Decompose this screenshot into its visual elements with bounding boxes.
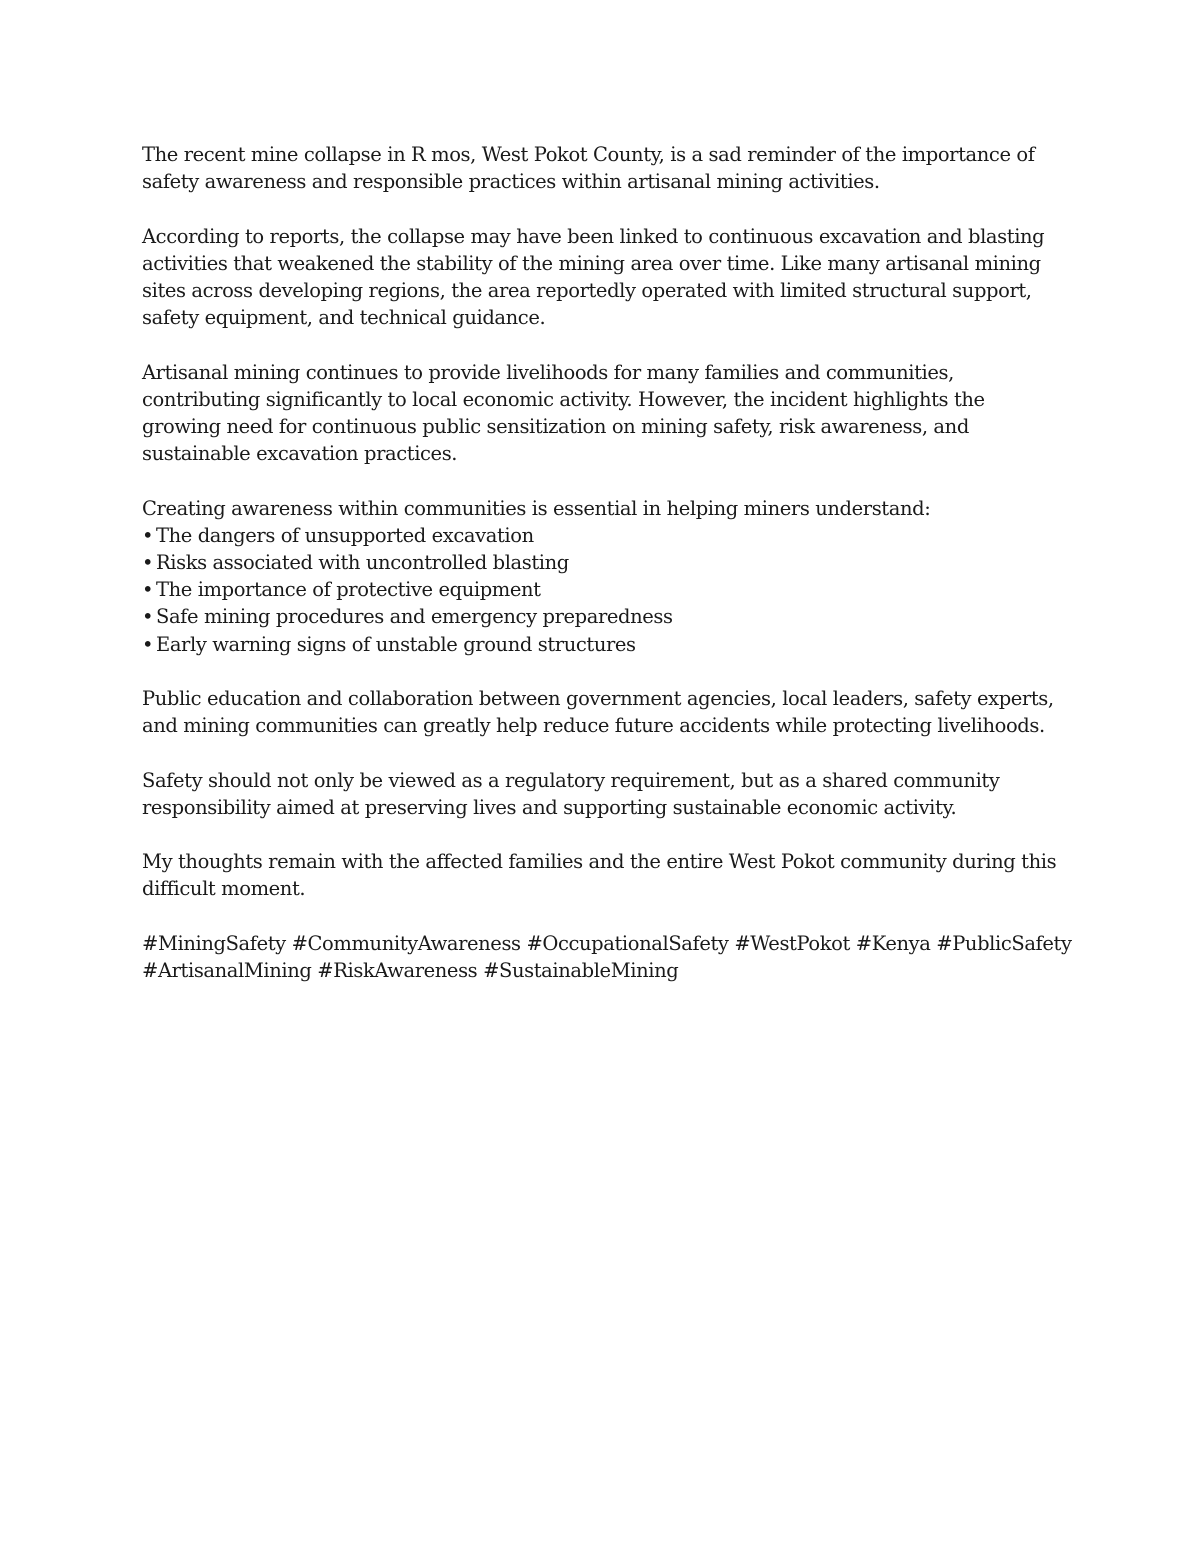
bullet-icon: • <box>142 578 154 602</box>
text-line: safety awareness and responsible practices within artisanal mining activities. <box>142 170 880 194</box>
awareness-section <box>142 495 1082 658</box>
list-item <box>142 549 1082 576</box>
bullet-icon: • <box>142 551 154 574</box>
bullet-icon: • <box>142 632 154 656</box>
text-line: difficult moment. <box>142 877 306 901</box>
awareness-list <box>142 522 1082 658</box>
list-item <box>142 603 1082 630</box>
list-item <box>142 576 1082 603</box>
list-item-text: The importance of protective equipment <box>156 578 541 602</box>
list-item-text: Risks associated with uncontrolled blasting <box>156 551 569 574</box>
bullet-icon: • <box>142 605 154 629</box>
list-intro: Creating awareness within communities is essential in helping miners understand: <box>142 496 931 520</box>
text-line: safety equipment, and technical guidance. <box>142 306 546 330</box>
hashtag-line: #MiningSafety #CommunityAwareness #OccupationalSafety #WestPokot #Kenya #PublicSafety <box>142 931 1072 955</box>
text-line: sustainable excavation practices. <box>142 442 458 466</box>
paragraph-livelihoods <box>142 359 1082 468</box>
list-item-text: Early warning signs of unstable ground structures <box>156 632 636 656</box>
text-line: Safety should not only be viewed as a regulatory requirement, but as a shared community <box>142 768 1000 792</box>
text-line: According to reports, the collapse may have been linked to continuous excavation and blasting <box>142 224 1045 248</box>
paragraph-education <box>142 685 1082 739</box>
bullet-icon: • <box>142 523 154 547</box>
hashtag-line: #ArtisanalMining #RiskAwareness #SustainableMining <box>142 958 679 982</box>
paragraph-condolences <box>142 848 1082 902</box>
paragraph-intro <box>142 141 1082 195</box>
list-item-text: The dangers of unsupported excavation <box>156 523 534 547</box>
hashtags <box>142 930 1082 984</box>
text-line: Artisanal mining continues to provide livelihoods for many families and communities, <box>142 360 954 384</box>
text-line: The recent mine collapse in R mos, West Pokot County, is a sad reminder of the importance of <box>142 143 1035 166</box>
list-item <box>142 522 1082 549</box>
text-line: responsibility aimed at preserving lives and supporting sustainable economic activity. <box>142 795 957 819</box>
list-item-text: Safe mining procedures and emergency preparedness <box>156 605 673 629</box>
text-line: sites across developing regions, the area reportedly operated with limited structural support, <box>142 279 1032 302</box>
paragraph-reports <box>142 223 1082 332</box>
document-page <box>142 141 1082 1011</box>
text-line: and mining communities can greatly help reduce future accidents while protecting livelihoods. <box>142 714 1045 738</box>
paragraph-responsibility <box>142 767 1082 821</box>
text-line: contributing significantly to local economic activity. However, the incident highlights the <box>142 387 985 411</box>
text-line: My thoughts remain with the affected families and the entire West Pokot community during this <box>142 850 1057 874</box>
text-line: activities that weakened the stability of the mining area over time. Like many artisanal mining <box>142 251 1041 275</box>
text-line: growing need for continuous public sensitization on mining safety, risk awareness, and <box>142 415 969 438</box>
text-line: Public education and collaboration between government agencies, local leaders, safety experts, <box>142 687 1054 710</box>
list-item <box>142 631 1082 658</box>
